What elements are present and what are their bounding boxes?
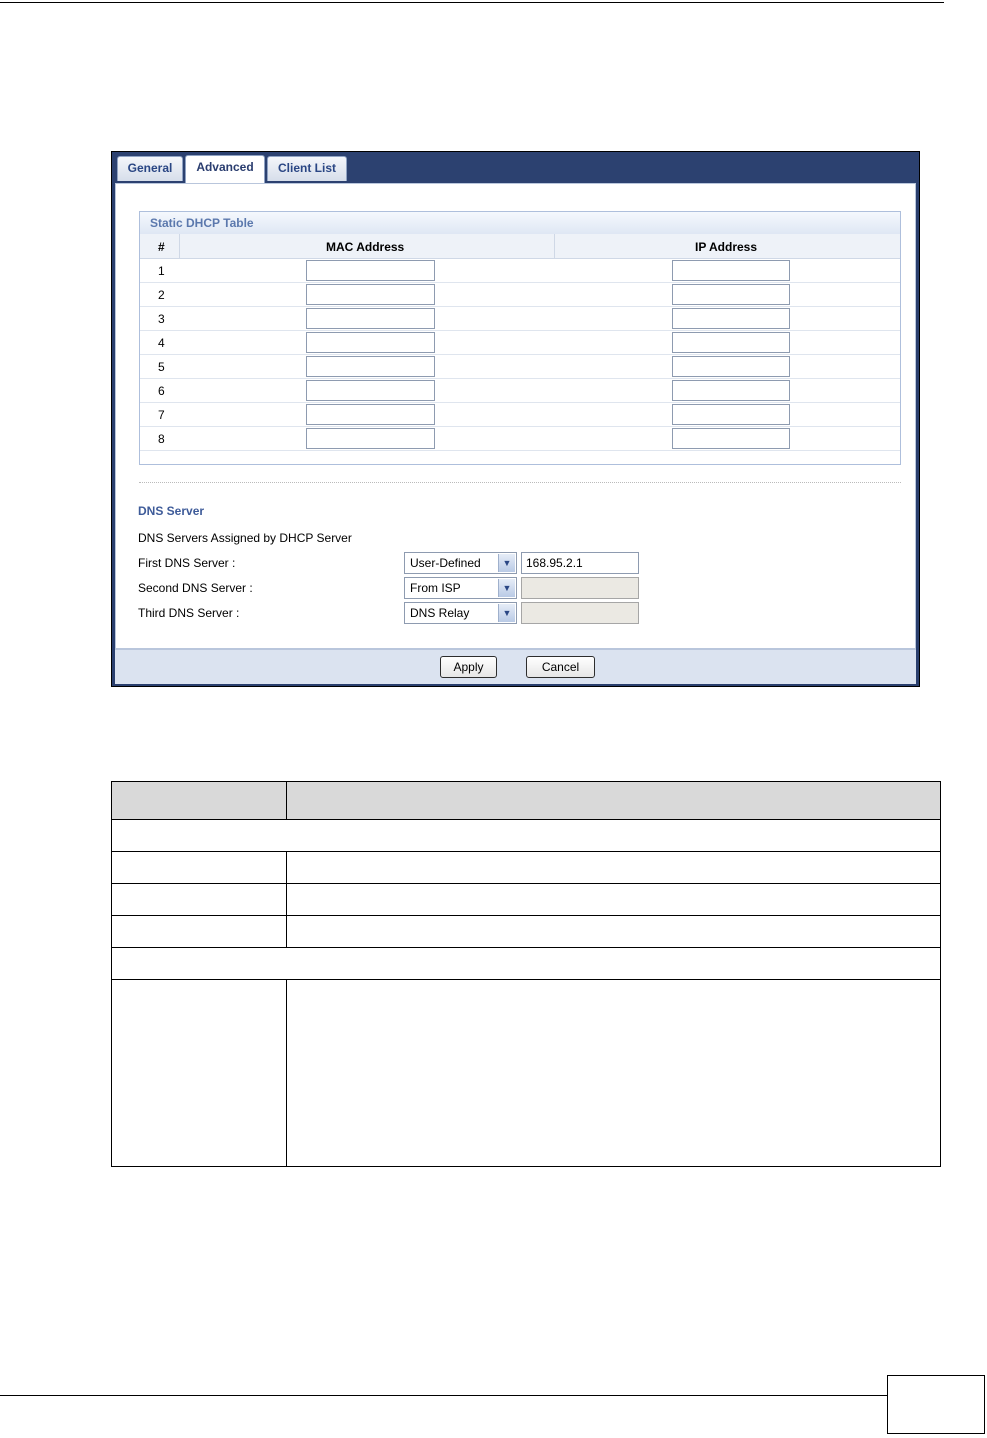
table-cell	[112, 852, 287, 884]
chevron-down-icon[interactable]: ▼	[498, 604, 515, 622]
tab-client-list[interactable]: Client List	[267, 156, 347, 181]
ip-address-input[interactable]	[672, 284, 790, 305]
mac-address-input[interactable]	[306, 356, 435, 377]
first-dns-select[interactable]	[404, 552, 517, 574]
table-section-row	[112, 948, 941, 980]
third-dns-ip-input	[521, 602, 639, 624]
third-dns-label: Third DNS Server :	[138, 606, 240, 620]
table-header-row	[112, 782, 941, 820]
row-number: 2	[158, 288, 165, 302]
third-dns-select[interactable]	[404, 602, 517, 624]
ip-address-input[interactable]	[672, 428, 790, 449]
table-cell	[112, 980, 287, 1167]
chevron-down-icon[interactable]: ▼	[498, 554, 515, 572]
ip-address-input[interactable]	[672, 332, 790, 353]
table-row	[140, 283, 900, 307]
ip-address-input[interactable]	[672, 356, 790, 377]
mac-address-input[interactable]	[306, 380, 435, 401]
apply-button[interactable]: Apply	[440, 656, 497, 678]
mac-address-input[interactable]	[306, 428, 435, 449]
ip-address-input[interactable]	[672, 404, 790, 425]
second-dns-select[interactable]	[404, 577, 517, 599]
table-cell	[112, 782, 287, 820]
cancel-button[interactable]: Cancel	[526, 656, 595, 678]
dns-server-heading: DNS Server	[138, 504, 205, 518]
table-cell	[287, 852, 941, 884]
mac-address-input[interactable]	[306, 332, 435, 353]
table-row	[140, 379, 900, 403]
table-row	[140, 331, 900, 355]
table-header	[140, 234, 900, 259]
ip-address-input[interactable]	[672, 260, 790, 281]
header-divider	[554, 234, 555, 259]
section-divider	[139, 482, 901, 483]
mac-address-input[interactable]	[306, 404, 435, 425]
table-cell	[287, 980, 941, 1167]
header-ip-address: IP Address	[695, 240, 758, 254]
table-cell	[287, 782, 941, 820]
row-number: 6	[158, 384, 165, 398]
tab-advanced[interactable]: Advanced	[185, 155, 265, 183]
mac-address-input[interactable]	[306, 284, 435, 305]
second-dns-select-value: From ISP	[410, 581, 461, 595]
table-row	[112, 916, 941, 948]
mac-address-input[interactable]	[306, 260, 435, 281]
tab-general[interactable]: General	[117, 156, 183, 181]
mac-address-input[interactable]	[306, 308, 435, 329]
second-dns-ip-input	[521, 577, 639, 599]
third-dns-select-value: DNS Relay	[410, 606, 470, 620]
header-mac-address: MAC Address	[326, 240, 405, 254]
dns-assigned-label: DNS Servers Assigned by DHCP Server	[138, 531, 352, 545]
row-number: 5	[158, 360, 165, 374]
ip-address-input[interactable]	[672, 380, 790, 401]
static-dhcp-title: Static DHCP Table	[140, 212, 900, 234]
table-row	[140, 259, 900, 283]
header-divider	[179, 234, 180, 259]
static-dhcp-table	[139, 211, 901, 465]
row-number: 8	[158, 432, 165, 446]
first-dns-ip-input[interactable]: 168.95.2.1	[521, 552, 639, 574]
table-cell	[112, 948, 941, 980]
advanced-panel	[115, 183, 916, 649]
first-dns-label: First DNS Server :	[138, 556, 236, 570]
table-row	[140, 307, 900, 331]
table-row	[140, 355, 900, 379]
table-section-row	[112, 820, 941, 852]
table-cell	[287, 916, 941, 948]
tab-bar	[112, 152, 919, 184]
ip-address-input[interactable]	[672, 308, 790, 329]
table-row	[140, 427, 900, 451]
table-cell	[112, 916, 287, 948]
table-cell	[112, 884, 287, 916]
table-row	[140, 403, 900, 427]
header-rule	[0, 2, 944, 3]
row-number: 4	[158, 336, 165, 350]
first-dns-select-value: User-Defined	[410, 556, 481, 570]
table-cell	[112, 820, 941, 852]
table-row	[112, 884, 941, 916]
row-number: 3	[158, 312, 165, 326]
header-number: #	[158, 240, 165, 254]
chevron-down-icon[interactable]: ▼	[498, 579, 515, 597]
footer-rule	[0, 1395, 888, 1396]
page-number-box	[887, 1375, 985, 1434]
row-number: 7	[158, 408, 165, 422]
second-dns-label: Second DNS Server :	[138, 581, 253, 595]
button-bar	[115, 649, 916, 684]
table-cell	[287, 884, 941, 916]
row-number: 1	[158, 264, 165, 278]
router-advanced-screen	[111, 151, 920, 687]
table-row	[112, 980, 941, 1167]
description-table	[111, 781, 941, 1167]
table-row	[112, 852, 941, 884]
